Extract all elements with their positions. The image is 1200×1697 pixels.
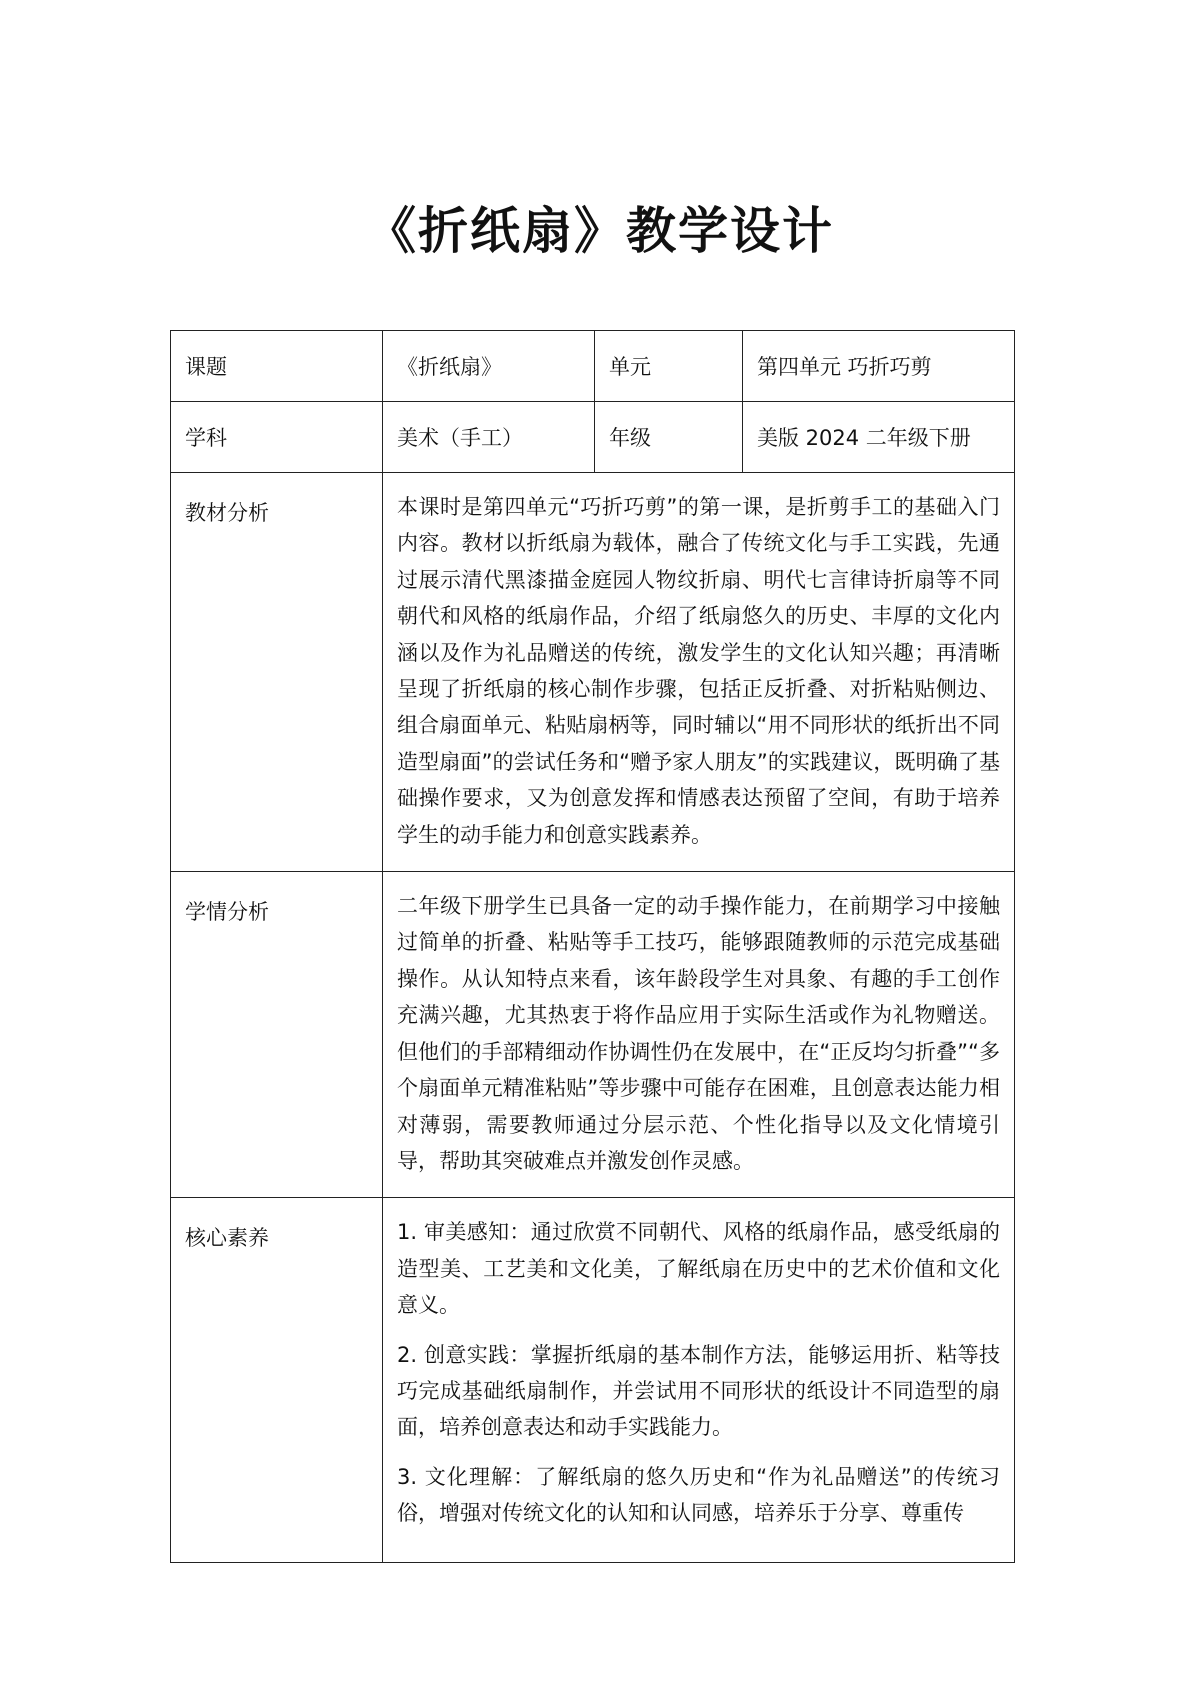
- student-analysis-text: 二年级下册学生已具备一定的动手操作能力，在前期学习中接触过简单的折叠、粘贴等手工技巧，能够跟随教师的示范完成基础操作。从认知特点来看，该年龄段学生对具象、有趣的手工创作充满兴趣，尤其热衷于将作品应用于实际生活或作为礼物赠送。但他们的手部精细动作协调性仍在发展中，在“正反均匀折叠”“多个扇面单元精准粘贴”等步骤中可能存在困难，且创意表达能力相对薄弱，需要教师通过分层示范、个性化指导以及文化情境引导，帮助其突破难点并激发创作灵感。: [397, 894, 1000, 1173]
- grade-label: 年级: [595, 402, 743, 473]
- unit-value: 第四单元 巧折巧剪: [743, 331, 1015, 402]
- table-row-student-analysis: [171, 872, 1015, 1198]
- lesson-info-table: [170, 330, 1015, 1563]
- unit-label: 单元: [595, 331, 743, 402]
- core-literacy-cell: [383, 1198, 1015, 1563]
- core-literacy-item-culture: 3. 文化理解：了解纸扇的悠久历史和“作为礼品赠送”的传统习俗，增强对传统文化的认知和认同感，培养乐于分享、尊重传: [397, 1464, 1000, 1526]
- table-row-subject: [171, 402, 1015, 473]
- topic-value: 《折纸扇》: [383, 331, 595, 402]
- student-analysis-label: 学情分析: [171, 872, 383, 1198]
- table-row-material-analysis: [171, 473, 1015, 872]
- table-row-core-literacy: [171, 1198, 1015, 1563]
- student-analysis-cell: [383, 872, 1015, 1198]
- subject-label: 学科: [171, 402, 383, 473]
- table-row-topic: [171, 331, 1015, 402]
- core-literacy-item-aesthetic: 1. 审美感知：通过欣赏不同朝代、风格的纸扇作品，感受纸扇的造型美、工艺美和文化美，了解纸扇在历史中的艺术价值和文化意义。: [397, 1220, 1000, 1318]
- material-analysis-text: 本课时是第四单元“巧折巧剪”的第一课，是折剪手工的基础入门内容。教材以折纸扇为载体，融合了传统文化与手工实践，先通过展示清代黑漆描金庭园人物纹折扇、明代七言律诗折扇等不同朝代和风格的纸扇作品，介绍了纸扇悠久的历史、丰厚的文化内涵以及作为礼品赠送的传统，激发学生的文化认知兴趣；再清晰呈现了折纸扇的核心制作步骤，包括正反折叠、对折粘贴侧边、组合扇面单元、粘贴扇柄等，同时辅以“用不同形状的纸折出不同造型扇面”的尝试任务和“赠予家人朋友”的实践建议，既明确了基础操作要求，又为创意发挥和情感表达预留了空间，有助于培养学生的动手能力和创意实践素养。: [397, 495, 1000, 847]
- core-literacy-label: 核心素养: [171, 1198, 383, 1563]
- subject-value: 美术（手工）: [383, 402, 595, 473]
- core-literacy-item-practice: 2. 创意实践：掌握折纸扇的基本制作方法，能够运用折、粘等技巧完成基础纸扇制作，并尝试用不同形状的纸设计不同造型的扇面，培养创意表达和动手实践能力。: [397, 1342, 1000, 1440]
- material-analysis-label: 教材分析: [171, 473, 383, 872]
- material-analysis-cell: [383, 473, 1015, 872]
- grade-value: 美版 2024 二年级下册: [743, 402, 1015, 473]
- topic-label: 课题: [171, 331, 383, 402]
- page-title: 《折纸扇》教学设计: [366, 202, 834, 260]
